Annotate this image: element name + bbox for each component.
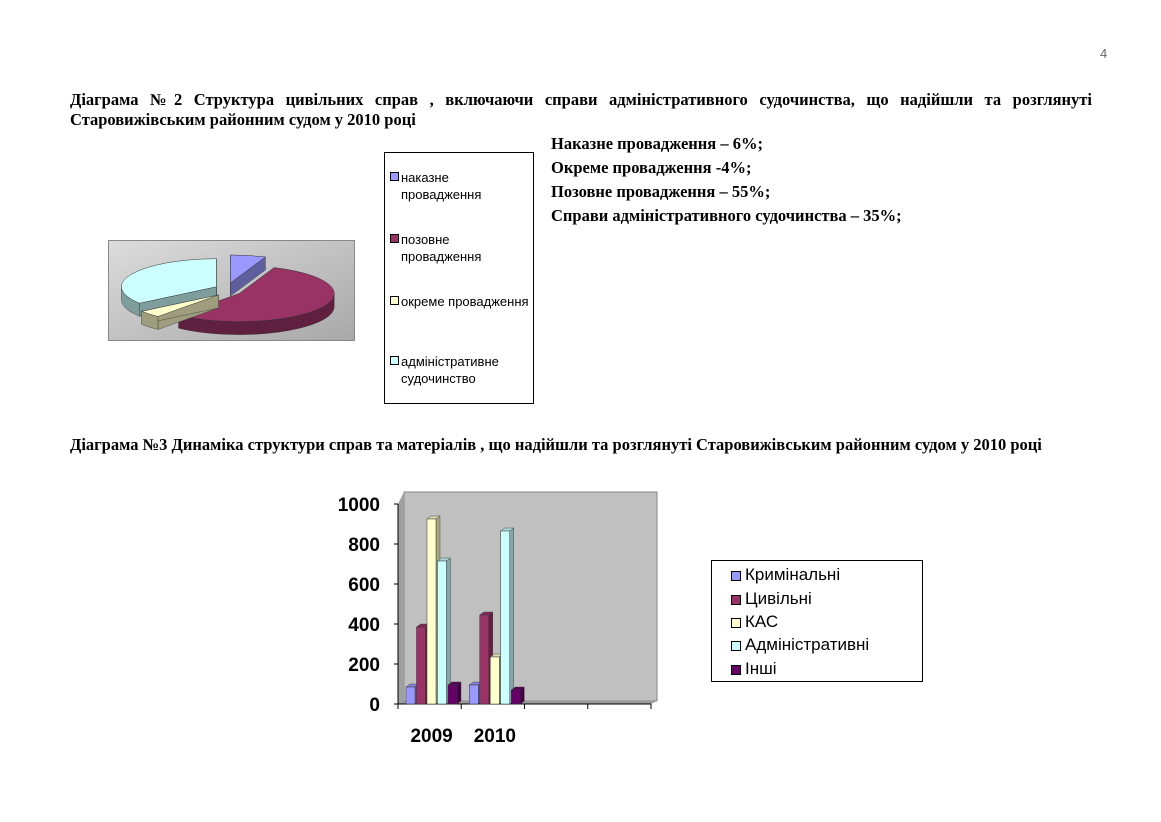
stat-line-4: Справи адміністративного судочинства – 35%;: [551, 206, 902, 225]
bar-legend-item-admin: [745, 634, 869, 656]
bar-legend-item-inshi: [745, 658, 777, 680]
y-tick-label: 1000: [337, 495, 380, 516]
bar-legend-label: Цивільні: [745, 589, 812, 608]
diagram2-heading: Діаграма №2 Структура цивільних справ , включаючи справи адміністративного судочинства, що надійшли та розглянуті Старовижівським районним судом у 2010 році: [70, 90, 1092, 129]
bar-chart: [320, 480, 665, 755]
bar-inshi-2009: [448, 682, 461, 704]
pie-chart: [108, 240, 355, 341]
legend-swatch: [390, 356, 399, 365]
bar-legend-item-tsyvilni: [745, 588, 812, 610]
y-tick-label: 600: [348, 575, 380, 596]
bar-legend-label: Кримінальні: [745, 565, 841, 584]
bar-legend-label: КАС: [745, 612, 779, 631]
legend-swatch: [390, 172, 399, 181]
diagram3-heading: Діаграма №3 Динаміка структури справ та матеріалів , що надійшли та розглянуті Старовижівським районним судом у 2010 році: [70, 435, 1042, 454]
x-tick-label-2010: 2010: [473, 726, 517, 747]
legend-swatch: [390, 234, 399, 243]
legend-swatch: [731, 618, 741, 628]
x-tick-label-2009: 2009: [410, 726, 453, 747]
bar-legend-item-kryminalni: [745, 564, 840, 586]
pie-legend-item-admin: [401, 353, 529, 387]
bar-legend-label: Адміністративні: [745, 635, 870, 654]
y-tick-label: 800: [348, 535, 380, 556]
pie-legend-label: позовне провадження: [401, 232, 482, 264]
legend-swatch: [731, 571, 741, 581]
pie-legend-item-pozovne: [401, 231, 529, 265]
pie-legend-label: наказне провадження: [401, 170, 482, 202]
legend-swatch: [731, 641, 741, 651]
page-number: 4: [1100, 46, 1108, 61]
bar-admin-2010: [501, 528, 514, 704]
stat-line-1: Наказне провадження – 6%;: [551, 134, 763, 153]
pie-legend-label: адміністративне судочинство: [401, 354, 499, 386]
y-tick-label: 200: [348, 655, 380, 676]
bar-legend-label: Інші: [745, 659, 777, 678]
legend-swatch: [731, 665, 741, 675]
bar-legend-item-kas: [745, 611, 778, 633]
pie-legend-label: окреме провадження: [401, 294, 529, 309]
plot-side-wall: [398, 492, 404, 704]
pie-legend: [384, 152, 534, 404]
stat-line-2: Окреме провадження -4%;: [551, 158, 752, 177]
pie-legend-item-nakazne: [401, 169, 529, 203]
pie-legend-item-okreme: [401, 293, 529, 310]
stat-line-3: Позовне провадження – 55%;: [551, 182, 771, 201]
bar-legend: [711, 560, 923, 682]
y-tick-label: 400: [348, 615, 380, 636]
legend-swatch: [731, 595, 741, 605]
bar-admin-2009: [438, 558, 451, 704]
legend-swatch: [390, 296, 399, 305]
y-tick-label: 0: [369, 695, 380, 716]
bar-inshi-2010: [511, 687, 524, 704]
